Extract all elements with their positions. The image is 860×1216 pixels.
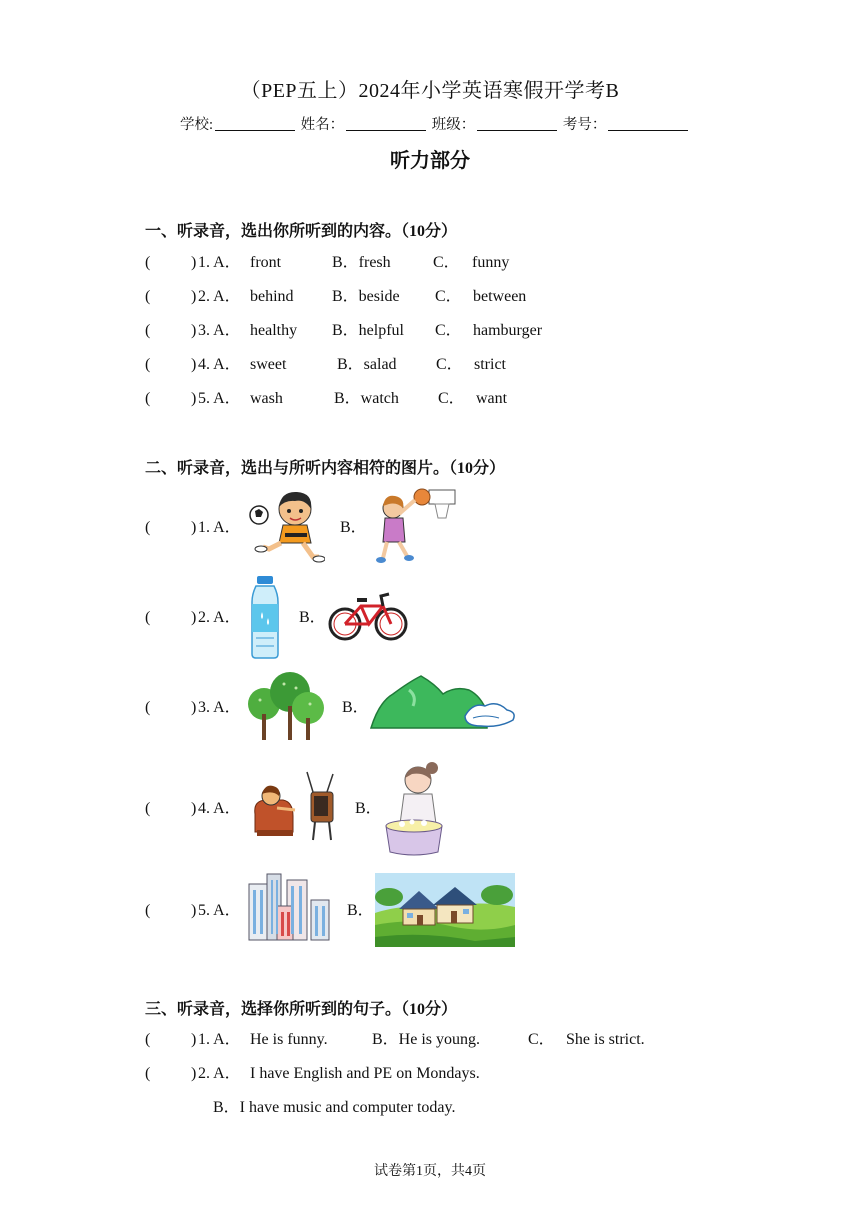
- option-c-label: C．: [436, 356, 463, 373]
- paren-open: (: [145, 902, 151, 919]
- option-b-label: B．: [347, 902, 374, 919]
- option-c: strict: [474, 356, 506, 373]
- section1-title: 一、听录音，选出你所听到的内容。（10分）: [145, 223, 458, 240]
- paren-open: (: [145, 1031, 151, 1048]
- paren-close: ): [191, 699, 197, 716]
- paren-open: (: [145, 519, 151, 536]
- question-number: 1. A．: [198, 519, 241, 536]
- option-a: front: [250, 254, 282, 271]
- question-number: 5. A．: [198, 390, 241, 407]
- option-a: I have English and PE on Mondays.: [250, 1065, 480, 1082]
- option-b: B．He is young.: [372, 1031, 481, 1048]
- name-blank[interactable]: [346, 116, 426, 131]
- page-footer: 试卷第1页，共4页: [374, 1164, 486, 1179]
- mountains-image: [369, 672, 517, 734]
- question-number: 2. A．: [198, 288, 241, 305]
- paren-close: ): [191, 390, 197, 407]
- option-c: between: [473, 288, 527, 305]
- question-number: 3. A．: [198, 699, 241, 716]
- option-b: B．fresh: [332, 254, 391, 271]
- option-a: He is funny.: [250, 1031, 328, 1048]
- option-c-label: C．: [435, 322, 462, 339]
- option-b-label: B．: [340, 519, 367, 536]
- option-b-label: B．: [355, 800, 382, 817]
- question-number: 4. A．: [198, 356, 241, 373]
- trees-image: [246, 670, 326, 742]
- page-title: （PEP五上）2024年小学英语寒假开学考B: [240, 80, 620, 102]
- option-b-label: B．: [299, 609, 326, 626]
- option-b: B．salad: [337, 356, 397, 373]
- option-b: B．beside: [332, 288, 400, 305]
- watching-tv-image: [247, 770, 339, 842]
- option-b: B．helpful: [332, 322, 404, 339]
- section3-title: 三、听录音，选择你所听到的句子。（10分）: [145, 1001, 458, 1018]
- girl-playing-basketball-image: [369, 486, 457, 570]
- question-number: 2. A．: [198, 609, 241, 626]
- paren-open: (: [145, 254, 151, 271]
- paren-open: (: [145, 322, 151, 339]
- option-a: sweet: [250, 356, 287, 373]
- id-blank[interactable]: [608, 116, 688, 131]
- question-number: 4. A．: [198, 800, 241, 817]
- girl-washing-clothes-image: [382, 758, 446, 858]
- option-c: want: [476, 390, 508, 407]
- paren-close: ): [191, 609, 197, 626]
- question-number: 5. A．: [198, 902, 241, 919]
- class-blank[interactable]: [477, 116, 557, 131]
- paren-close: ): [191, 288, 197, 305]
- paren-open: (: [145, 288, 151, 305]
- question-number: 2. A．: [198, 1065, 241, 1082]
- option-a: behind: [250, 288, 294, 305]
- countryside-houses-image: [375, 873, 515, 947]
- school-blank[interactable]: [215, 116, 295, 131]
- paren-close: ): [191, 356, 197, 373]
- paren-close: ): [191, 1065, 197, 1082]
- paren-open: (: [145, 390, 151, 407]
- tall-buildings-image: [247, 870, 333, 944]
- option-c-label: C．: [438, 390, 465, 407]
- option-c-label: C．: [528, 1031, 555, 1048]
- paren-open: (: [145, 1065, 151, 1082]
- question-number: 3. A．: [198, 322, 241, 339]
- paren-close: ): [191, 322, 197, 339]
- option-c-label: C．: [433, 254, 460, 271]
- paren-close: ): [191, 1031, 197, 1048]
- question-number: 1. A．: [198, 1031, 241, 1048]
- option-c: hamburger: [473, 322, 543, 339]
- bicycle-image: [327, 588, 409, 642]
- paren-close: ): [191, 519, 197, 536]
- option-c: funny: [472, 254, 510, 271]
- paren-close: ): [191, 254, 197, 271]
- option-a: healthy: [250, 322, 298, 339]
- paren-open: (: [145, 699, 151, 716]
- option-b-label: B．: [342, 699, 369, 716]
- paren-close: ): [191, 902, 197, 919]
- school-label: 学校:: [180, 117, 214, 133]
- part-title: 听力部分: [390, 150, 470, 172]
- id-label: 考号：: [562, 117, 607, 133]
- paren-close: ): [191, 800, 197, 817]
- option-a: wash: [250, 390, 283, 407]
- class-label: 班级：: [431, 117, 476, 133]
- student-info-line: [180, 113, 690, 134]
- boy-playing-football-image: [247, 487, 325, 567]
- water-bottle-image: [248, 574, 282, 660]
- paren-open: (: [145, 356, 151, 373]
- option-c: She is strict.: [566, 1031, 645, 1048]
- question-number: 1. A．: [198, 254, 241, 271]
- option-c-label: C．: [435, 288, 462, 305]
- name-label: 姓名：: [300, 117, 345, 133]
- option-b: B．watch: [334, 390, 399, 407]
- section2-title: 二、听录音，选出与所听内容相符的图片。（10分）: [145, 460, 506, 477]
- paren-open: (: [145, 609, 151, 626]
- s3-question-2-option-b: B．I have music and computer today.: [213, 1099, 456, 1116]
- paren-open: (: [145, 800, 151, 817]
